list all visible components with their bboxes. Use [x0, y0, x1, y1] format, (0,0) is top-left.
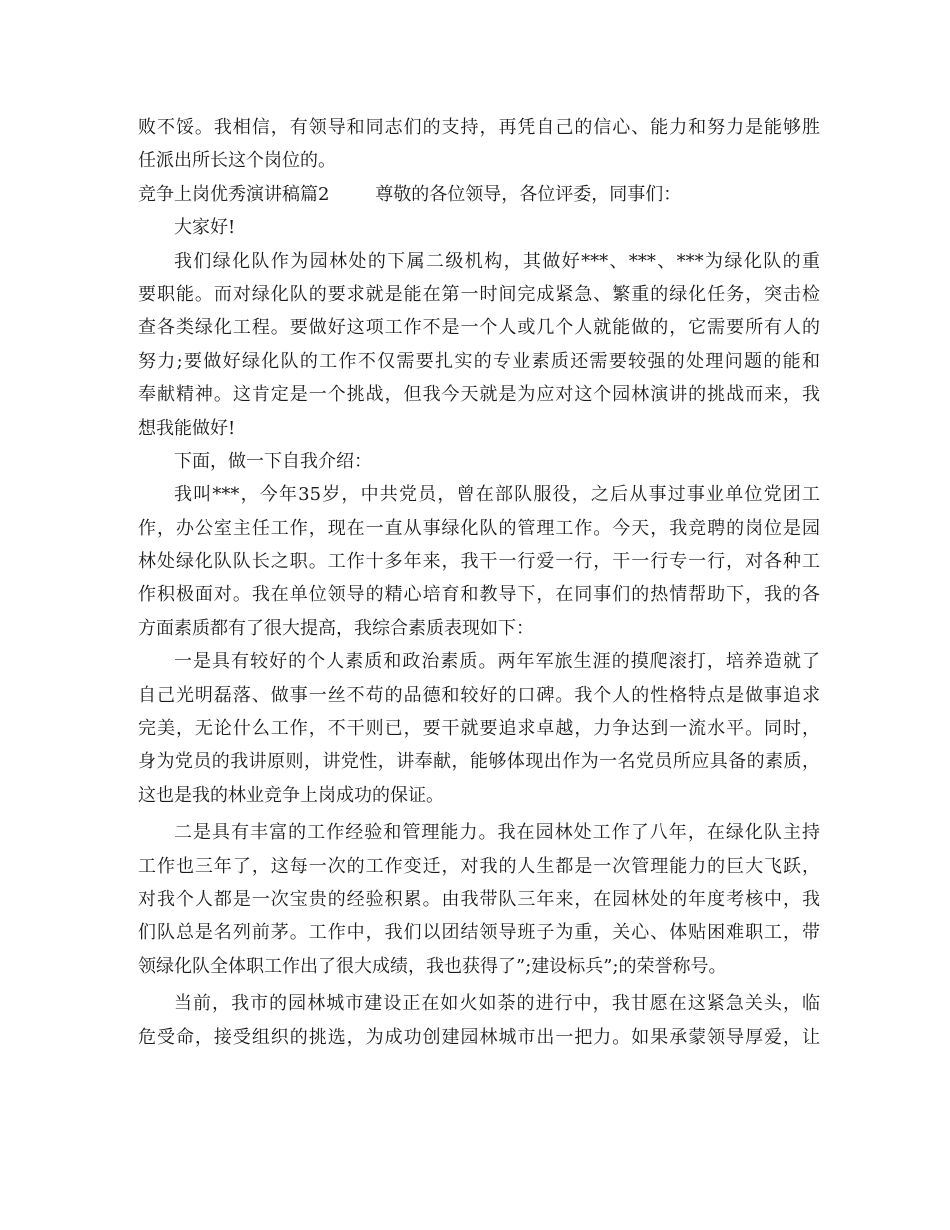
text-line: 林处绿化队队长之职。工作十多年来，我干一行爱一行，干一行专一行，对各种工 [138, 551, 820, 573]
text-line: 方面素质都有了很大提高，我综合素质表现如下： [138, 617, 534, 639]
greeting-line: 大家好! [174, 217, 236, 239]
text-line: 想我能做好! [138, 417, 236, 439]
text-line: 任派出所长这个岗位的。 [138, 150, 336, 172]
paragraph-first-line: 当前，我市的园林城市建设正在如火如荼的进行中，我甘愿在这紧急关头，临 [174, 993, 820, 1015]
text-line: 奉献精神。这肯定是一个挑战，但我今天就是为应对这个园林演讲的挑战而来，我 [138, 384, 820, 406]
paragraph-first-line: 二是具有丰富的工作经验和管理能力。我在园林处工作了八年，在绿化队主持 [174, 822, 820, 844]
section-heading: 竞争上岗优秀演讲稿篇2 尊敬的各位领导，各位评委，同事们： [138, 183, 682, 205]
text-line: 努力;要做好绿化队的工作不仅需要扎实的专业素质还需要较强的处理问题的能和 [138, 350, 820, 372]
text-line: 作积极面对。我在单位领导的精心培育和教导下，在同事们的热情帮助下，我的各 [138, 584, 820, 606]
text-line: 败不馁。我相信，有领导和同志们的支持，再凭自己的信心、能力和努力是能够胜 [138, 117, 820, 138]
paragraph-first-line: 我叫***，今年35岁，中共党员，曾在部队服役，之后从事过事业单位党团工 [174, 484, 820, 506]
text-line: 们队总是名列前茅。工作中，我们以团结领导班子为重，关心、体贴困难职工，带 [138, 922, 820, 944]
text-line: 要职能。而对绿化队的要求就是能在第一时间完成紧急、繁重的绿化任务，突击检 [138, 283, 820, 305]
text-line: 对我个人都是一次宝贵的经验积累。由我带队三年来，在园林处的年度考核中，我 [138, 888, 820, 910]
document-body [138, 111, 820, 1054]
text-line: 完美，无论什么工作，不干则已，要干就要追求卓越，力争达到一流水平。同时， [138, 718, 820, 740]
text-line: 身为党员的我讲原则，讲党性，讲奉献，能够体现出作为一名党员所应具备的素质， [138, 751, 820, 773]
text-line: 危受命，接受组织的挑选，为成功创建园林城市出一把力。如果承蒙领导厚爱，让 [138, 1026, 820, 1048]
text-line: 自己光明磊落、做事一丝不苟的品德和较好的口碑。我个人的性格特点是做事追求 [138, 684, 820, 706]
text-line: 工作也三年了，这每一次的工作变迁，对我的人生都是一次管理能力的巨大飞跃， [138, 855, 820, 877]
text-line: 作，办公室主任工作，现在一直从事绿化队的管理工作。今天，我竞聘的岗位是园 [138, 517, 820, 539]
paragraph-first-line: 我们绿化队作为园林处的下属二级机构，其做好***、***、***为绿化队的重 [174, 250, 820, 272]
text-line: 领绿化队全体职工作出了很大成绩，我也获得了”;建设标兵”;的荣誉称号。 [138, 955, 727, 977]
paragraph-first-line: 一是具有较好的个人素质和政治素质。两年军旅生涯的摸爬滚打，培养造就了 [174, 651, 820, 673]
text-line: 查各类绿化工程。要做好这项工作不是一个人或几个人就能做的，它需要所有人的 [138, 317, 820, 339]
paragraph-first-line: 下面，做一下自我介绍： [174, 450, 372, 472]
text-line: 这也是我的林业竞争上岗成功的保证。 [138, 784, 444, 806]
